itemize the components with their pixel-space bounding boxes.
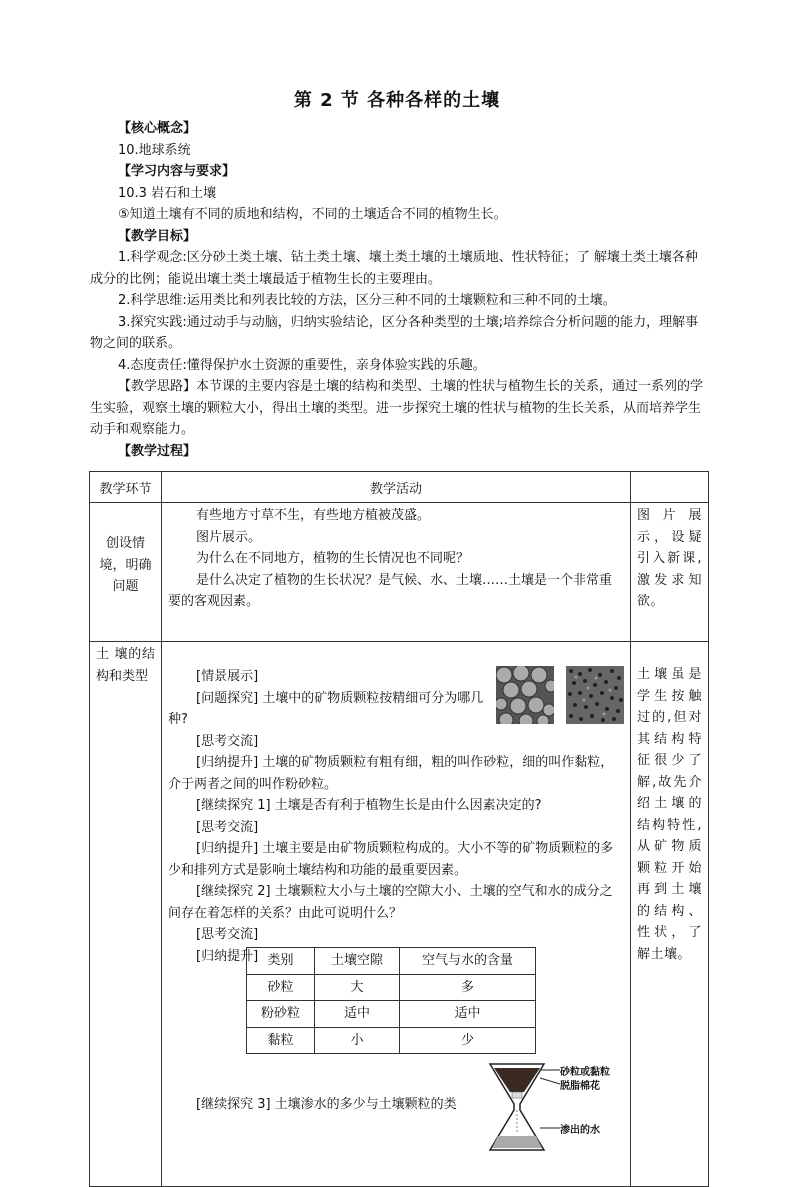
sub-cell: 黏粒 xyxy=(247,1027,315,1054)
goal-1: 1.科学观念:区分砂土类土壤、钻土类土壤、壤土类土壤的土壤质地、性状特征；了 解壤土类土壤各种成分的比例；能说出壤土类土壤最适于植物生长的主要理由。 xyxy=(90,250,698,287)
table-header-row xyxy=(90,472,709,503)
sub-header: 土壤空隙 xyxy=(315,948,400,975)
figure-label-cotton: 脱脂棉花 xyxy=(560,1081,600,1092)
activity-line: 为什么在不同地方，植物的生长情况也不同呢？ xyxy=(196,551,470,566)
activity-line: [继续探究 2] 土壤颗粒大小与土壤的空隙大小、土壤的空气和水的成分之间存在着怎样的关系？由此可说明什么？ xyxy=(168,884,613,921)
content-heading: 【学习内容与要求】 xyxy=(118,164,236,179)
intro-section xyxy=(90,118,710,462)
activity-line: [归纳提升] 土壤的矿物质颗粒有粗有细，粗的叫作砂粒，细的叫作黏粒，介于两者之间的叫作粉砂粒。 xyxy=(168,755,614,792)
content-2: ⑤知道土壤有不同的质地和结构，不同的土壤适合不同的植物生长。 xyxy=(118,207,507,222)
header-note xyxy=(631,472,709,503)
core-concept-heading: 【核心概念】 xyxy=(118,121,197,136)
activity-line: 有些地方寸草不生，有些地方植被茂盛。 xyxy=(196,508,431,523)
goal-3: 3.探究实践:通过动手与动脑，归纳实验结论，区分各种类型的土壤;培养综合分析问题的能力，理解事物之间的联系。 xyxy=(90,314,699,351)
note-cell: 土壤虽是学生按触过的,但对其结构特征很少了解,故先介绍土壤的结构特性,从矿物质颗粒开始再到土壤的结构、性状，了解土壤。 xyxy=(631,642,709,1187)
figure-label-soil: 砂粒或黏粒 xyxy=(560,1067,610,1078)
sub-header: 类别 xyxy=(247,948,315,975)
core-concept: 10.地球系统 xyxy=(118,142,191,158)
goal-2: 2.科学思维:运用类比和列表比较的方法，区分三种不同的土壤颗粒和三种不同的土壤。 xyxy=(118,293,616,308)
fine-soil-image xyxy=(566,666,624,724)
activity-line: [思考交流] xyxy=(196,733,259,749)
activity-line: [思考交流] xyxy=(196,819,259,835)
coarse-soil-image xyxy=(496,666,554,724)
figure-pointer-lines xyxy=(540,1066,560,1136)
activity-line: [继续探究 1] 土壤是否有利于植物生长是由什么因素决定的? xyxy=(196,798,542,813)
sub-cell: 砂粒 xyxy=(247,974,315,1001)
figure-label-water: 渗出的水 xyxy=(560,1125,600,1136)
lesson-table xyxy=(89,471,709,1187)
teaching-approach: 【教学思路】本节课的主要内容是土壤的结构和类型、土壤的性状与植物生长的关系，通过一系列的学生实验，观察土壤的颗粒大小，得出土壤的类型。进一步探究土壤的性状与植物的生长关系，从而培养学生动手和观察能力。 xyxy=(90,379,704,437)
sub-cell: 大 xyxy=(315,974,400,1001)
goals-heading: 【教学目标】 xyxy=(118,228,197,244)
activity-line: [思考交流] xyxy=(196,927,259,942)
activity-line: [问题探究] 土壤中的矿物质颗粒按精细可分为哪几种? xyxy=(168,690,484,727)
header-stage: 教学环节 xyxy=(90,472,162,503)
sub-cell: 适中 xyxy=(315,1001,400,1028)
activity-line: [归纳提升] xyxy=(196,948,259,964)
goal-4: 4.态度责任:懂得保护水土资源的重要性，亲身体验实践的乐趣。 xyxy=(118,357,486,373)
activity-cell xyxy=(162,503,631,642)
note-cell: 图片展示，设疑引入新课,激发求知欲。 xyxy=(631,503,709,642)
sub-cell: 粉砂粒 xyxy=(247,1001,315,1028)
activity-line: 是什么决定了植物的生长状况？是气候、水、土壤……土壤是一个非常重要的客观因素。 xyxy=(168,572,613,609)
page-title: 第 2 节 各种各样的土壤 xyxy=(293,90,501,111)
sub-cell: 适中 xyxy=(400,1001,536,1028)
soil-particle-table xyxy=(246,947,536,1054)
activity-line: [情景展示] xyxy=(196,669,259,684)
stage-cell: 创设情境，明确问题 xyxy=(90,503,162,642)
sub-cell: 小 xyxy=(315,1027,400,1054)
activity-cell xyxy=(162,642,631,1187)
sub-header: 空气与水的含量 xyxy=(400,948,536,975)
table-row xyxy=(90,503,709,642)
header-activity: 教学活动 xyxy=(162,472,631,503)
stage-cell: 土 壤的结构和类型 xyxy=(90,642,162,1187)
activity-line: [继续探究 3] 土壤渗水的多少与土壤颗粒的类 xyxy=(196,1097,457,1112)
content-1: 10.3 岩石和土壤 xyxy=(118,185,217,201)
sub-cell: 少 xyxy=(400,1027,536,1054)
table-row xyxy=(90,642,709,1187)
activity-line: 图片展示。 xyxy=(196,529,262,545)
process-heading: 【教学过程】 xyxy=(118,443,197,459)
activity-line: [归纳提升] 土壤主要是由矿物质颗粒构成的。大小不等的矿物质颗粒的多少和排列方式是影响土壤结构和功能的最重要因素。 xyxy=(168,841,614,878)
sub-cell: 多 xyxy=(400,974,536,1001)
